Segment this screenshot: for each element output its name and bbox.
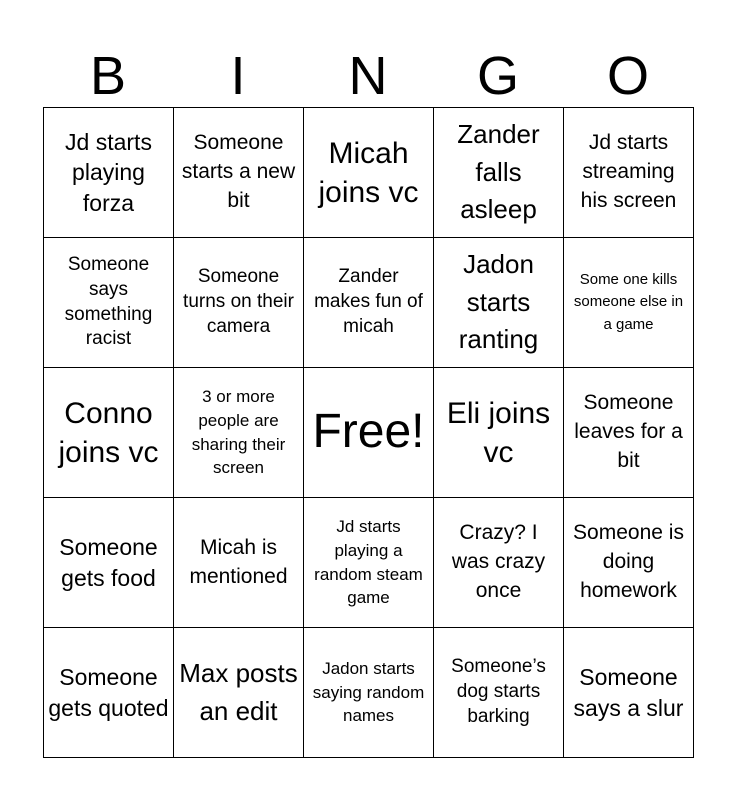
cell-text: Jd starts streaming his screen xyxy=(580,131,677,212)
cell-text: Someone gets quoted xyxy=(48,664,169,721)
cell-text: Max posts an edit xyxy=(179,657,298,726)
bingo-cell-r1-c5[interactable] xyxy=(564,108,694,238)
cell-text: Eli joins vc xyxy=(446,396,551,469)
bingo-cell-r2-c2[interactable] xyxy=(174,238,304,368)
cell-text: Micah joins vc xyxy=(318,136,419,209)
bingo-board xyxy=(43,107,694,758)
cell-text: Conno joins vc xyxy=(58,396,159,469)
bingo-cell-r5-c4[interactable] xyxy=(434,628,564,758)
cell-text: Jadon starts ranting xyxy=(458,248,539,355)
cell-text: Jd starts playing a random steam game xyxy=(314,516,423,608)
cell-text: Zander falls asleep xyxy=(457,118,540,225)
bingo-cell-r3-c2[interactable] xyxy=(174,368,304,498)
bingo-cell-r5-c3[interactable] xyxy=(304,628,434,758)
bingo-cell-r5-c1[interactable] xyxy=(44,628,174,758)
cell-text: Someone says something racist xyxy=(64,253,153,350)
bingo-cell-r1-c2[interactable] xyxy=(174,108,304,238)
bingo-header xyxy=(43,44,693,108)
header-letter-b: B xyxy=(89,46,127,106)
bingo-cell-r4-c2[interactable] xyxy=(174,498,304,628)
cell-text: Micah is mentioned xyxy=(189,535,288,588)
bingo-cell-r5-c2[interactable] xyxy=(174,628,304,758)
cell-text: Someone is doing homework xyxy=(573,521,684,602)
bingo-cell-r3-c4[interactable] xyxy=(434,368,564,498)
header-letter-n: N xyxy=(348,46,388,106)
bingo-cell-r3-c1[interactable] xyxy=(44,368,174,498)
bingo-cell-r1-c3[interactable] xyxy=(304,108,434,238)
bingo-cell-r2-c1[interactable] xyxy=(44,238,174,368)
bingo-cell-r4-c3[interactable] xyxy=(304,498,434,628)
cell-text: Jd starts playing forza xyxy=(65,128,152,216)
cell-text: Zander makes fun of micah xyxy=(314,266,423,337)
header-letter-o: O xyxy=(606,46,649,106)
bingo-cell-free-space[interactable] xyxy=(304,368,434,498)
cell-text: Someone starts a new bit xyxy=(181,131,296,212)
bingo-cell-r2-c5[interactable] xyxy=(564,238,694,368)
header-letter-i: I xyxy=(230,46,246,106)
cell-text: Someone turns on their camera xyxy=(183,266,294,337)
cell-text: Someone’s dog starts barking xyxy=(451,656,546,727)
cell-text: Crazy? I was crazy once xyxy=(451,521,546,602)
bingo-cell-r2-c4[interactable] xyxy=(434,238,564,368)
free-space-text: Free! xyxy=(312,405,425,459)
cell-text: Someone leaves for a bit xyxy=(574,391,683,472)
cell-text: Jadon starts saying random names xyxy=(312,658,425,726)
cell-text: Someone gets food xyxy=(59,534,158,591)
bingo-cell-r5-c5[interactable] xyxy=(564,628,694,758)
bingo-cell-r4-c4[interactable] xyxy=(434,498,564,628)
cell-text: Someone says a slur xyxy=(573,664,684,721)
cell-text: 3 or more people are sharing their screen xyxy=(191,386,286,478)
bingo-cell-r1-c4[interactable] xyxy=(434,108,564,238)
cell-text: Some one kills someone else in a game xyxy=(573,270,684,333)
bingo-cell-r4-c1[interactable] xyxy=(44,498,174,628)
header-letter-g: G xyxy=(476,46,519,106)
bingo-cell-r1-c1[interactable] xyxy=(44,108,174,238)
bingo-cell-r2-c3[interactable] xyxy=(304,238,434,368)
bingo-cell-r3-c5[interactable] xyxy=(564,368,694,498)
bingo-cell-r4-c5[interactable] xyxy=(564,498,694,628)
